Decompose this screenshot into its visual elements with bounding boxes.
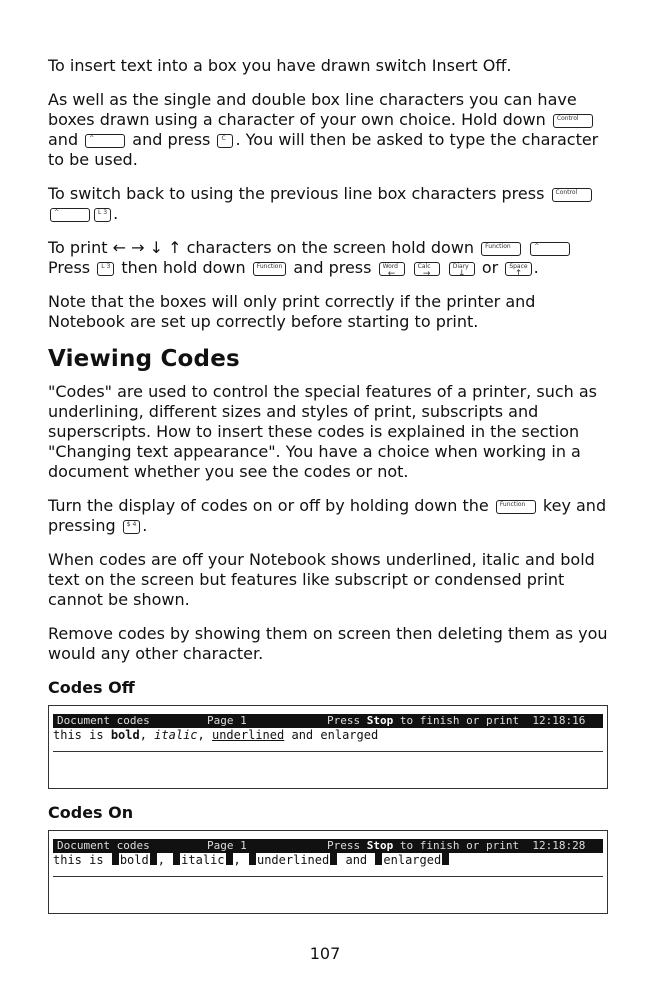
para-print-arrows-e: or — [481, 258, 499, 277]
code-marker-icon — [112, 853, 119, 865]
bar-rest: to finish or print — [399, 714, 520, 727]
para-boxes-note: Note that the boxes will only print correctly if the printer and Notebook are set up correctly before starting to print. — [48, 292, 536, 331]
bar-press: Press — [327, 714, 361, 727]
code-marker-icon — [249, 853, 256, 865]
para-toggle-codes-c: . — [142, 516, 148, 535]
para-print-arrows — [48, 238, 608, 278]
function-key: Function — [481, 242, 521, 256]
control-key: Control — [553, 114, 593, 128]
caret-key: ^ — [50, 208, 90, 222]
para-print-arrows-c: then hold down — [121, 258, 246, 277]
diary-key: Diary ↓ — [449, 262, 475, 276]
code-marker-icon — [226, 853, 233, 865]
caret-key: ^ — [530, 242, 570, 256]
document-line: this is bold , italic , underlined and enlarged — [53, 853, 603, 868]
code-marker-icon — [375, 853, 382, 865]
para-insert-off: To insert text into a box you have drawn switch Insert Off. — [48, 56, 512, 75]
arrow-up-icon: ↑ — [514, 268, 523, 279]
document-line: this is bold, italic, underlined and enlarged — [53, 728, 379, 742]
codes-off-label: Codes Off — [48, 678, 135, 697]
divider — [53, 876, 603, 877]
codes-on-screen — [48, 830, 608, 914]
para-toggle-codes-a: Turn the display of codes on or off by holding down the — [48, 496, 489, 515]
para-custom-box-b: and — [48, 130, 79, 149]
code-marker-icon — [173, 853, 180, 865]
para-switch-back-b: . — [113, 204, 119, 223]
para-switch-back-a: To switch back to using the previous line box characters press — [48, 184, 545, 203]
l3-key: L 3 — [94, 208, 111, 222]
status-bar — [53, 839, 603, 853]
l3-key: L 3 — [97, 262, 114, 276]
caret-key: ^ — [85, 134, 125, 148]
para-custom-box-a: As well as the single and double box line characters you can have boxes drawn using a character of your own choice. Hold down — [48, 90, 577, 129]
arrow-left-icon: ← — [387, 268, 396, 279]
bar-time: 12:18:16 — [532, 714, 586, 727]
control-key: Control — [552, 188, 592, 202]
codes-on-label: Codes On — [48, 803, 134, 822]
section-heading: Viewing Codes — [48, 346, 240, 372]
code-marker-icon — [442, 853, 449, 865]
italic-text: italic — [181, 853, 225, 867]
para-custom-box — [48, 90, 608, 170]
para-print-arrows-b: Press — [48, 258, 91, 277]
function-key: Function — [253, 262, 287, 276]
word-key: Word ← — [379, 262, 405, 276]
codes-off-screen — [48, 705, 608, 789]
status-bar — [53, 714, 603, 728]
underlined-text: underlined — [256, 853, 330, 867]
para-codes-off-desc: When codes are off your Notebook shows underlined, italic and bold text on the screen but features like subscript or condensed print cannot be shown. — [48, 550, 595, 609]
para-print-arrows-d: and press — [293, 258, 372, 277]
bar-press: Press — [327, 839, 361, 852]
space-key: Space ↑ — [505, 262, 531, 276]
para-custom-box-c: and press — [132, 130, 211, 149]
bar-stop: Stop — [366, 714, 394, 727]
bar-title: Document codes — [57, 839, 150, 852]
page-content — [48, 56, 608, 928]
bold-text: bold — [119, 853, 149, 867]
para-codes-intro: "Codes" are used to control the special features of a printer, such as underlining, different sizes and styles of print, subscripts and superscripts. How to insert these codes is explained in the section "Changing text appearance". You have a choice when working in a document whether you see the codes or not. — [48, 382, 597, 481]
enlarged-text: enlarged — [320, 728, 379, 742]
underlined-text: underlined — [211, 728, 285, 742]
calc-key: Calc → — [414, 262, 440, 276]
para-toggle-codes-b: key and pressing — [48, 496, 607, 535]
arrow-right-icon: → — [422, 268, 431, 279]
bar-title: Document codes — [57, 714, 150, 727]
para-remove-codes: Remove codes by showing them on screen then deleting them as you would any other character. — [48, 624, 608, 663]
bar-time: 12:18:28 — [532, 839, 586, 852]
code-marker-icon — [330, 853, 337, 865]
para-switch-back — [48, 184, 608, 224]
bar-page: Page 1 — [207, 714, 247, 727]
enlarged-text: enlarged — [383, 853, 442, 867]
bar-stop: Stop — [366, 839, 394, 852]
para-toggle-codes — [48, 496, 608, 536]
divider — [53, 751, 603, 752]
bold-text: bold — [110, 728, 140, 742]
page-number: 107 — [309, 944, 341, 963]
dollar4-key: $ 4 — [123, 520, 141, 534]
code-marker-icon — [150, 853, 157, 865]
function-key: Function — [496, 500, 536, 514]
bar-page: Page 1 — [207, 839, 247, 852]
c-key: C — [217, 134, 233, 148]
para-custom-box-d: . You will then be asked to type the character to be used. — [48, 130, 599, 169]
bar-rest: to finish or print — [399, 839, 520, 852]
para-print-arrows-f: . — [533, 258, 539, 277]
arrow-down-icon: ↓ — [457, 268, 466, 279]
italic-text: italic — [154, 728, 198, 742]
para-print-arrows-a: To print ← → ↓ ↑ characters on the screen hold down — [48, 238, 475, 257]
